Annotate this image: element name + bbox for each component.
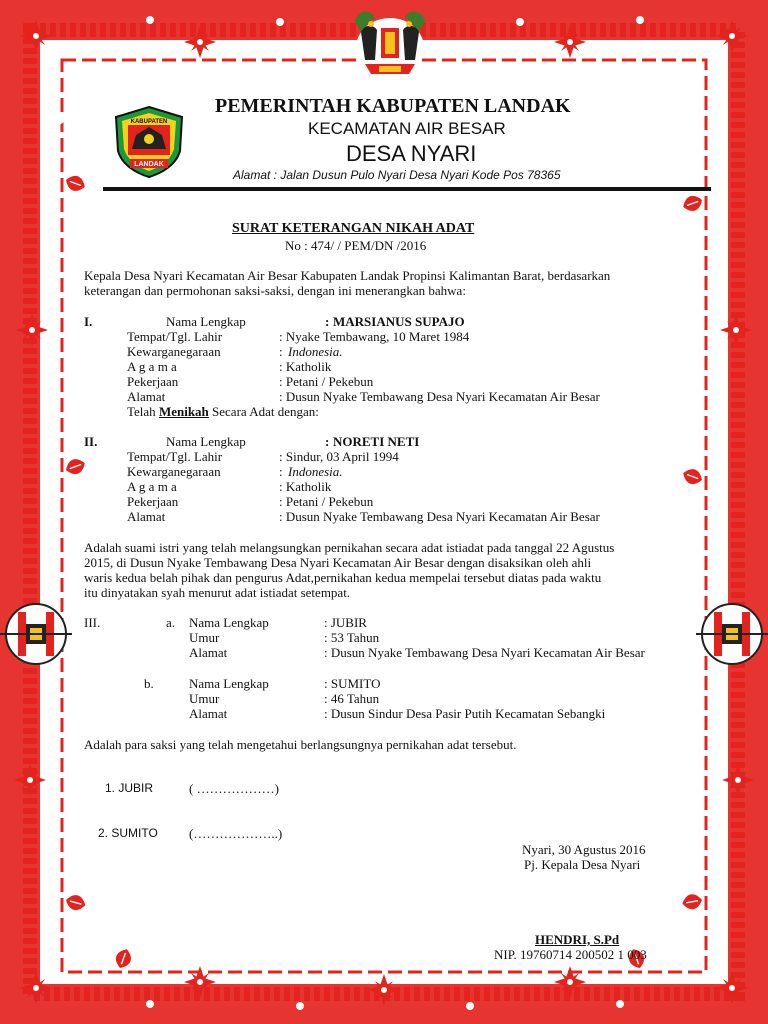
label-ttl-2: Tempat/Tgl. Lahir — [127, 449, 223, 464]
kop-kecamatan: KECAMATAN AIR BESAR — [308, 119, 506, 138]
label-agama-2: A g a m a — [127, 479, 177, 494]
label-ttl: Tempat/Tgl. Lahir — [127, 329, 223, 344]
label-agama: A g a m a — [127, 359, 177, 374]
label-alamat: Alamat — [127, 389, 166, 404]
witness-b-letter: b. — [144, 676, 154, 691]
party-2-warga-colon: : — [279, 464, 283, 479]
paragraph-line-3: waris kedua belah pihak dan pengurus Adat,pernikahan kedua mempelai tersebut diatas pada waktu — [84, 570, 602, 585]
party-2-kerja: : Petani / Pekebun — [279, 494, 374, 509]
witness-b-label-alamat: Alamat — [189, 706, 228, 721]
closing-statement: Adalah para saksi yang telah mengetahui berlangsungnya pernikahan adat tersebut. — [84, 737, 517, 752]
party-2-warga: Indonesia. — [288, 464, 343, 479]
party-2-number: II. — [84, 434, 98, 449]
sign-official-nip: NIP. 19760714 200502 1 003 — [494, 947, 647, 962]
sign-position: Pj. Kepala Desa Nyari — [524, 857, 641, 872]
label-kerja-2: Pekerjaan — [127, 494, 179, 509]
witness-b-name: : SUMITO — [324, 676, 381, 691]
party-1-agama: : Katholik — [279, 359, 332, 374]
signature-witness-1-name: 1. JUBIR — [105, 781, 154, 795]
kabupaten-landak-logo — [112, 105, 186, 179]
witness-number: III. — [84, 615, 101, 630]
witness-b-label-umur: Umur — [189, 691, 220, 706]
kop-divider — [103, 187, 711, 191]
witness-a-age: : 53 Tahun — [324, 630, 380, 645]
label-warga-2: Kewarganegaraan — [127, 464, 221, 479]
witness-b-age: : 46 Tahun — [324, 691, 380, 706]
paragraph-line-1: Adalah suami istri yang telah melangsungkan pernikahan secara adat istiadat pada tanggal 22 Agustus — [84, 540, 615, 555]
sign-place-date: Nyari, 30 Agustus 2016 — [522, 842, 646, 857]
label-alamat-2: Alamat — [127, 509, 166, 524]
party-1-number: I. — [84, 314, 93, 329]
kop-pemerintah: PEMERINTAH KABUPATEN LANDAK — [215, 95, 571, 117]
party-1-name: MARSIANUS SUPAJO — [333, 314, 465, 329]
logo-bottom-text: LANDAK — [134, 161, 164, 168]
witness-a-label-nama: Nama Lengkap — [189, 615, 269, 630]
sign-official-name: HENDRI, S.Pd — [535, 932, 620, 947]
signature-witness-1-line: ( ………………) — [189, 781, 279, 796]
party-1-colon: : — [325, 314, 330, 329]
logo-top-text: KABUPATEN — [130, 119, 168, 125]
witness-a-address: : Dusun Nyake Tembawang Desa Nyari Kecamatan Air Besar — [324, 645, 645, 660]
party-2-agama: : Katholik — [279, 479, 332, 494]
married-statement — [127, 404, 319, 419]
document-number: No : 474/ / PEM/DN /2016 — [285, 238, 427, 253]
document-title: SURAT KETERANGAN NIKAH ADAT — [232, 221, 475, 236]
married-post: Secara Adat dengan: — [208, 404, 319, 419]
signature-witness-2-name: 2. SUMITO — [98, 826, 158, 840]
witness-a-label-umur: Umur — [189, 630, 220, 645]
party-2-alamat: : Dusun Nyake Tembawang Desa Nyari Kecamatan Air Besar — [279, 509, 600, 524]
party-2-colon: : — [325, 434, 330, 449]
right-shield-ornament — [696, 598, 768, 670]
dayak-emblem — [335, 4, 445, 84]
kop-desa: DESA NYARI — [346, 141, 477, 166]
party-2-name: NORETI NETI — [333, 434, 420, 449]
party-2-ttl: : Sindur, 03 April 1994 — [279, 449, 399, 464]
married-word: Menikah — [158, 404, 209, 419]
witness-a-name: : JUBIR — [324, 615, 367, 630]
opening-line-1: Kepala Desa Nyari Kecamatan Air Besar Kabupaten Landak Propinsi Kalimantan Barat, berdasarkan — [84, 268, 611, 283]
witness-b-label-nama: Nama Lengkap — [189, 676, 269, 691]
label-warga: Kewarganegaraan — [127, 344, 221, 359]
paragraph-line-2: 2015, di Dusun Nyake Tembawang Desa Nyari Kecamatan Air Besar dengan disaksikan oleh ahli — [84, 555, 592, 570]
party-1-warga-colon: : — [279, 344, 283, 359]
party-1-warga: Indonesia. — [288, 344, 343, 359]
party-1-ttl: : Nyake Tembawang, 10 Maret 1984 — [279, 329, 470, 344]
kop-alamat: Alamat : Jalan Dusun Pulo Nyari Desa Nyari Kode Pos 78365 — [233, 168, 561, 182]
signature-witness-2-line: (………………..) — [189, 826, 283, 841]
married-pre: Telah — [127, 404, 159, 419]
witness-a-label-alamat: Alamat — [189, 645, 228, 660]
party-1-alamat: : Dusun Nyake Tembawang Desa Nyari Kecamatan Air Besar — [279, 389, 600, 404]
label-nama: Nama Lengkap — [166, 314, 246, 329]
witness-b-address: : Dusun Sindur Desa Pasir Putih Kecamatan Sebangki — [324, 706, 606, 721]
label-kerja: Pekerjaan — [127, 374, 179, 389]
paragraph-line-4: itu dinyatakan syah menurut adat istiadat setempat. — [84, 585, 351, 600]
left-shield-ornament — [0, 598, 72, 670]
opening-line-2: keterangan dan permohonan saksi-saksi, dengan ini menerangkan bahwa: — [84, 283, 466, 298]
label-nama-2: Nama Lengkap — [166, 434, 246, 449]
party-1-kerja: : Petani / Pekebun — [279, 374, 374, 389]
witness-a-letter: a. — [166, 615, 176, 630]
